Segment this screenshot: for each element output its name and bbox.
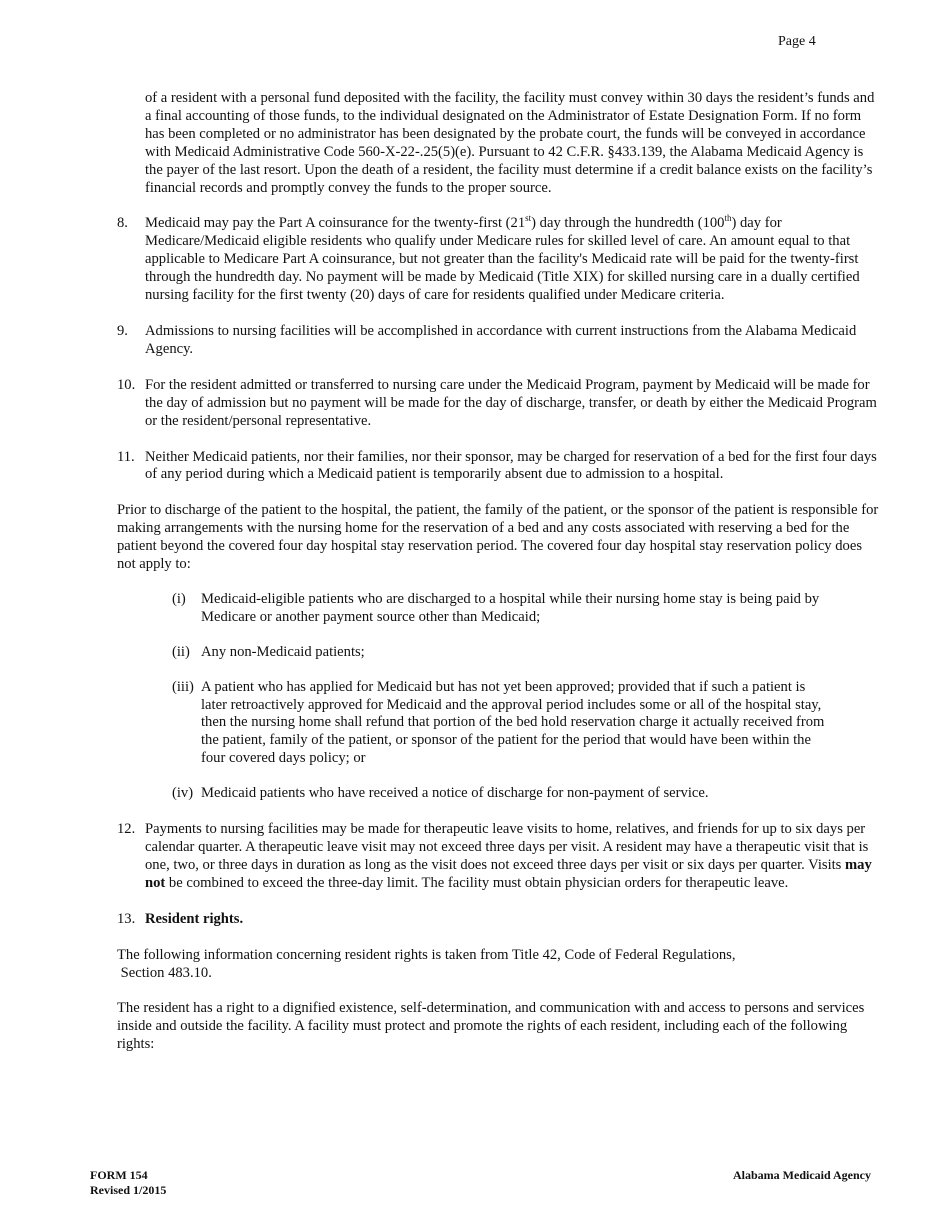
exception-text: Any non-Medicaid patients; bbox=[201, 643, 365, 660]
ordinal-suffix: st bbox=[525, 212, 532, 223]
exception-numeral: (i) bbox=[172, 590, 186, 607]
bed-hold-paragraph: Prior to discharge of the patient to the hospital, the patient, the family of the patient, or the sponsor of the patient is responsible for making arrangements with the nursing home for the reservation of a bed and any costs associated with reserving a bed for the patient beyond the covered four day hospital stay reservation period. The covered four day hospital stay reservation policy does not apply to: bbox=[117, 502, 879, 573]
item-12-text-after: be combined to exceed the three-day limit. The facility must obtain physician orders for therapeutic leave. bbox=[165, 874, 789, 891]
item-8-text-part2: ) day through the hundredth (100 bbox=[531, 215, 725, 232]
item-number: 12. bbox=[117, 821, 136, 838]
item-number: 11. bbox=[117, 448, 135, 465]
emphasis-may-not: may not bbox=[145, 856, 872, 891]
rights-source-paragraph bbox=[117, 947, 879, 983]
item-11-text: Neither Medicaid patients, nor their families, nor their sponsor, may be charged for reservation of a bed for the first four days of any period during which a Medicaid patient is temporarily absent due to admission to a hospital. bbox=[145, 448, 877, 483]
item-number: 10. bbox=[117, 376, 136, 393]
exception-text: Medicaid patients who have received a notice of discharge for non-payment of service. bbox=[201, 785, 709, 802]
list-item-10 bbox=[117, 377, 879, 431]
list-item-12 bbox=[117, 821, 879, 893]
revision-date: Revised 1/2015 bbox=[90, 1182, 167, 1197]
rights-source-section: Section 483.10. bbox=[117, 964, 212, 981]
exception-numeral: (ii) bbox=[172, 643, 190, 660]
item-number: 13. bbox=[117, 910, 136, 927]
continued-paragraph: of a resident with a personal fund deposited with the facility, the facility must convey within 30 days the resident’s funds and a final accounting of those funds, to the individual designated on the Administrator of Estate Designation Form. If no form has been completed or no administrator has been designated by the probate court, the funds will be conveyed in accordance with Medicaid Administrative Code 560-X-22-.25(5)(e). Pursuant to 42 C.F.R. §433.139, the Alabama Medicaid Agency is the payer of the last resort. Upon the death of a resident, the facility must determine if a credit balance exists on the facility’s financial records and promptly convey the funds to the proper source. bbox=[145, 90, 875, 196]
item-8-text-part1: Medicaid may pay the Part A coinsurance for the twenty-first (21 bbox=[145, 215, 526, 232]
document-body bbox=[117, 90, 879, 1054]
exception-item bbox=[172, 591, 832, 627]
page-number: Page 4 bbox=[778, 34, 816, 49]
exception-numeral: (iv) bbox=[172, 785, 194, 802]
item-10-text: For the resident admitted or transferred to nursing care under the Medicaid Program, payment by Medicaid will be made for the day of admission but no payment will be made for the day of discharge, transfer, or death by either the Medicaid Program or the resident/personal representative. bbox=[145, 376, 877, 429]
exceptions-list bbox=[172, 591, 832, 803]
exception-item bbox=[172, 644, 832, 662]
exception-item bbox=[172, 679, 832, 769]
exception-numeral: (iii) bbox=[172, 678, 194, 695]
item-12-text-before: Payments to nursing facilities may be made for therapeutic leave visits to home, relatives, and friends for up to six days per calendar quarter. A therapeutic leave visit may not exceed three days per visit. A resident may have a therapeutic visit that is one, two, or three days in duration as long as the visit does not exceed three days per visit or six days per quarter. Visits bbox=[145, 821, 869, 873]
item-8-text-part3: ) day for Medicare/Medicaid eligible residents who qualify under Medicare rules for skilled level of care. An amount equal to that applicable to Medicare Part A coinsurance, but not greater than the facility's Medicaid rate will be paid for the twenty-first through the hundredth day. No payment will be made by Medicaid (Title XIX) for skilled nursing care in a dually certified nursing facility for the first twenty (20) days of care for residents qualified under Medicare criteria. bbox=[145, 215, 860, 304]
footer-form-info bbox=[90, 1168, 166, 1197]
resident-rights-heading: Resident rights. bbox=[145, 910, 244, 927]
form-number: FORM 154 bbox=[90, 1168, 148, 1182]
footer-agency: Alabama Medicaid Agency bbox=[733, 1168, 871, 1182]
exception-item bbox=[172, 785, 832, 803]
item-number: 8. bbox=[117, 215, 128, 232]
list-item-11 bbox=[117, 449, 879, 485]
exception-text: Medicaid-eligible patients who are discharged to a hospital while their nursing home stay is being paid by Medicare or another payment source other than Medicaid; bbox=[201, 590, 820, 625]
exception-text: A patient who has applied for Medicaid but has not yet been approved; provided that if such a patient is later retroactively approved for Medicaid and the approval period includes some or all of the hospital stay, then the nursing home shall refund that portion of the bed hold reservation charge it actually received from the patient, family of the patient, or sponsor of the patient for the period that would have been within the four covered days policy; or bbox=[201, 678, 825, 767]
list-item-9 bbox=[117, 323, 879, 359]
ordinal-suffix: th bbox=[724, 212, 732, 223]
list-item-8 bbox=[117, 212, 879, 305]
rights-intro-paragraph: The resident has a right to a dignified existence, self-determination, and communication with and access to persons and services inside and outside the facility. A facility must protect and promote the rights of each resident, including each of the following rights: bbox=[117, 1000, 865, 1053]
item-12-text bbox=[145, 821, 879, 893]
list-item-13 bbox=[117, 911, 879, 929]
rights-source-text: The following information concerning resident rights is taken from Title 42, Code of Federal Regulations, bbox=[117, 946, 736, 963]
item-8-text bbox=[145, 212, 879, 305]
item-number: 9. bbox=[117, 322, 128, 339]
item-9-text: Admissions to nursing facilities will be accomplished in accordance with current instructions from the Alabama Medicaid Agency. bbox=[145, 322, 857, 357]
